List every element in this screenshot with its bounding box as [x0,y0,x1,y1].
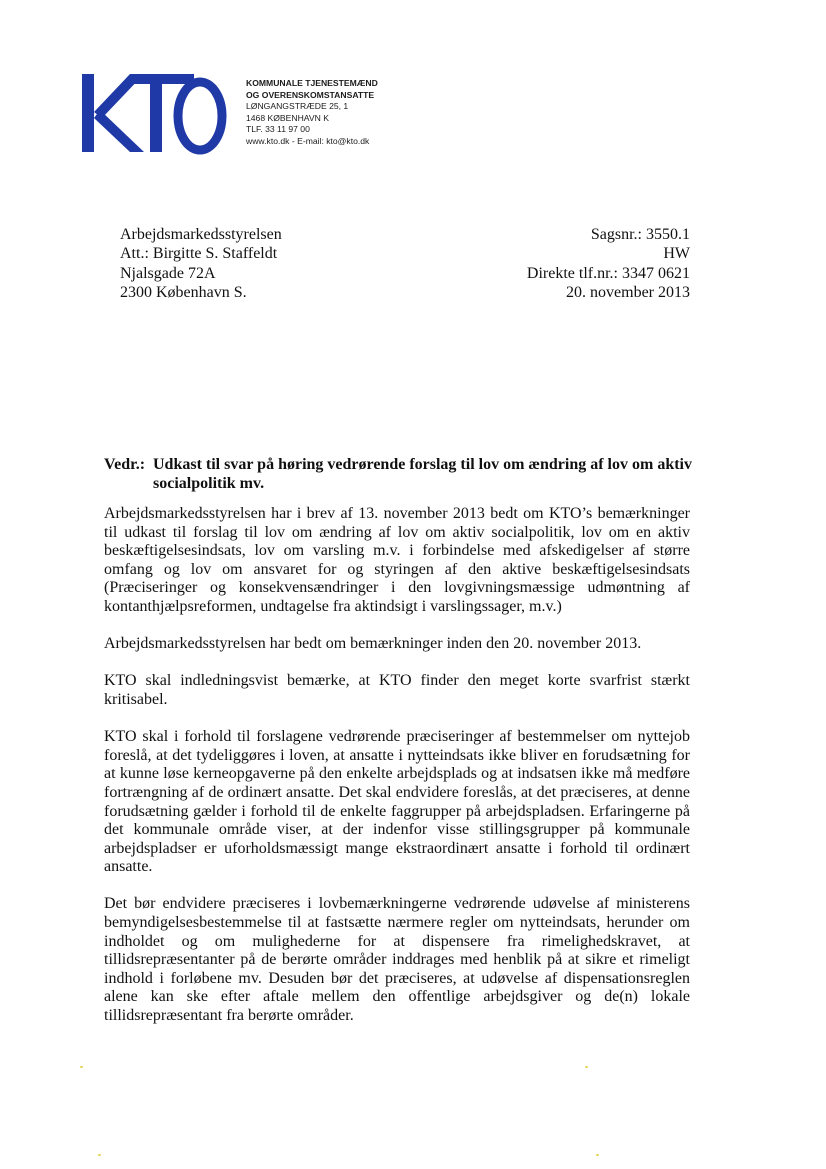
direct-phone: Direkte tlf.nr.: 3347 0621 [526,264,690,282]
org-web-email: www.kto.dk - E-mail: kto@kto.dk [246,135,370,146]
subject-text: Udkast til svar på høring vedrørende forslag til lov om ændring af lov om aktiv socialpolitik mv. [153,456,692,492]
org-name-line2: OG OVERENSKOMSTANSATTE [246,89,375,100]
body-paragraph: KTO skal i forhold til forslagene vedrørende præciseringer af bestemmelser om nyttejob foreslå, at det tydeliggøres i loven, at ansatte i nytteindsats ikke bliver en forudsætning for at kunne løse kerneopgaverne på den enkelte arbejdsplads og at indsatsen ikke må medføre fortrængning af de ordinært ansatte. Det skal endvidere foreslås, at det præciseres, at denne forudsætning gælder i forhold til de enkelte faggrupper på arbejdspladsen. Erfaringerne på det kommunale område viser, at der indenfor visse stillingsgrupper på kommunale arbejdspladser er uforholdsmæssigt mange ekstraordinært ansatte i forhold til ordinært ansatte. [104,728,690,876]
org-street: LØNGANGSTRÆDE 25, 1 [246,101,349,112]
scan-speck [98,1154,101,1156]
recipient-line: Arbejdsmarkedsstyrelsen [120,226,282,243]
letter-date: 20. november 2013 [566,284,690,302]
initials: HW [663,245,690,263]
recipient-line: Njalsgade 72A [120,264,216,282]
subject-line [104,455,704,493]
case-number: Sagsnr.: 3550.1 [590,226,690,243]
org-city: 1468 KØBENHAVN K [246,112,329,123]
org-block [246,78,546,148]
org-name-line1: KOMMUNALE TJENESTEMÆND [246,78,378,88]
case-meta [527,225,690,303]
subject-label: Vedr.: [104,456,146,473]
letter-body [104,505,690,1044]
body-paragraph: Arbejdsmarkedsstyrelsen har bedt om bemærkninger inden den 20. november 2013. [104,635,642,653]
kto-logo [82,72,232,156]
body-paragraph: KTO skal indledningsvist bemærke, at KTO finder den meget korte svarfrist stærkt kritisabel. [104,672,690,708]
scan-speck [80,1066,83,1068]
scan-speck [585,1066,588,1068]
body-paragraph: Det bør endvidere præciseres i lovbemærkningerne vedrørende udøvelse af ministerens bemyndigelsesbestemmelse til at fastsætte nærmere regler om nytteindsats, herunder om indholdet og om mulighederne for at dispensere fra rimelighedskravet, at tillidsrepræsentanter på de berørte områder inddrages med henblik på at sikre et rimeligt indhold i forløbene mv. Desuden bør det præciseres, at udøvelse af dispensationsreglen alene kan ske efter aftale mellem den offentlige arbejdsgiver og de(n) lokale tillidsrepræsentant fra berørte områder. [104,895,690,1025]
recipient-line: Att.: Birgitte S. Staffeldt [120,245,278,263]
scan-speck [596,1154,599,1156]
org-phone: TLF. 33 11 97 00 [246,124,310,135]
recipient-line: 2300 København S. [120,284,247,302]
body-paragraph: Arbejdsmarkedsstyrelsen har i brev af 13. november 2013 bedt om KTO’s bemærkninger til udkast til forslag til lov om ændring af lov om aktiv socialpolitik, lov om en aktiv beskæftigelsesindsats, lov om varsling m.v. i forbindelse med afskedigelser af større omfang og lov om ansvaret for og styringen af den aktive beskæftigelsesindsats (Præciseringer og konsekvensændringer i den lovgivningsmæssige udmøntning af kontanthjælpsreformen, undtagelse fra aktindsigt i varslingssager, m.v.) [104,505,690,615]
recipient-address [120,225,282,303]
